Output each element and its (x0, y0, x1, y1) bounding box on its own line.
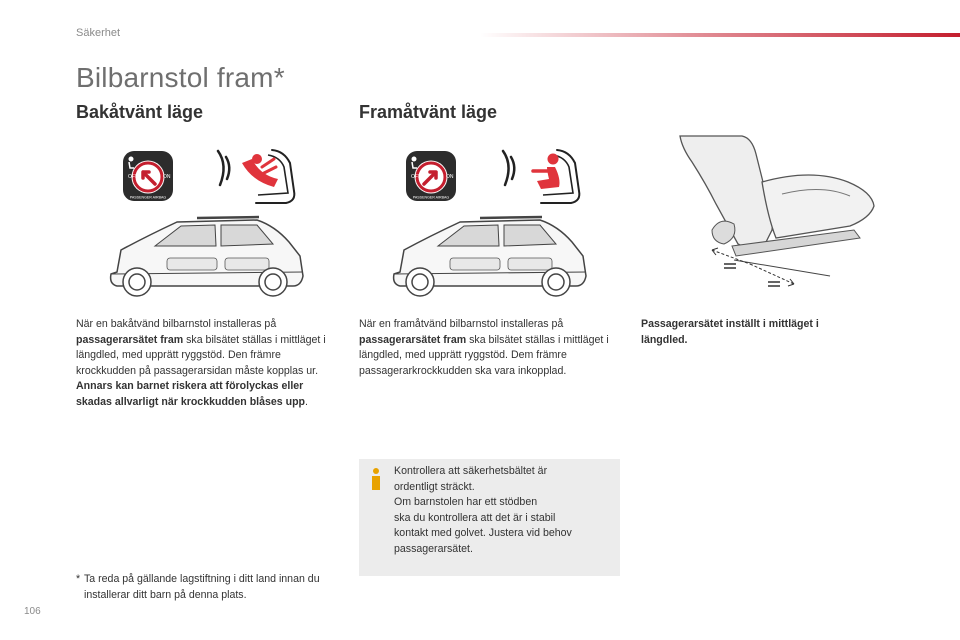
forward-facing-heading: Framåtvänt läge (359, 102, 498, 122)
forward-facing-instructions (359, 317, 619, 379)
rear-facing-child-seat-icon (212, 145, 302, 207)
info-line: ordentligt sträckt. (394, 480, 475, 493)
info-line: kontakt med golvet. Justera vid behov (394, 527, 572, 540)
info-text (394, 464, 614, 558)
car-illustration-middle (380, 212, 595, 304)
text-segment: ska bilsätet ställas i mittläget i längdled, med upprätt ryggstöd. Den främre krockkudden på passagerarsidan måste kopplas ur. (76, 333, 326, 377)
info-icon (369, 467, 383, 491)
text-emphasis: passagerarsätet fram (359, 333, 467, 346)
airbag-text: PASSENGER AIRBAG (412, 195, 450, 200)
airbag-on-label: ON (446, 174, 454, 180)
airbag-off-icon (122, 150, 174, 202)
car-illustration-left (97, 212, 312, 304)
footnote-text: Ta reda på gällande lagstiftning i ditt land innan du installerar ditt barn på denna plats. (84, 573, 320, 601)
section-label: Säkerhet (76, 27, 121, 39)
page-number: 106 (24, 606, 41, 617)
text-emphasis: passagerarsätet fram (76, 333, 184, 346)
info-line: Om barnstolen har ett stödben (394, 496, 538, 509)
airbag-text: PASSENGER AIRBAG (129, 195, 167, 200)
text-emphasis: Annars kan barnet riskera att förolyckas eller skadas allvarligt när krockkudden blåses upp (76, 380, 306, 408)
info-box (359, 459, 620, 576)
airbag-on-icon (405, 150, 457, 202)
header-accent-line (480, 33, 960, 37)
rear-facing-heading: Bakåtvänt läge (76, 102, 204, 122)
text-segment: När en framåtvänd bilbarnstol installeras på (359, 318, 564, 330)
seat-position-caption: Passagerarsätet inställt i mittläget i längdled. (641, 318, 819, 346)
text-segment: När en bakåtvänd bilbarnstol installeras på (76, 318, 277, 330)
footnote-marker: * (76, 573, 81, 585)
airbag-off-label: OFF (128, 174, 138, 180)
footnote (76, 572, 336, 603)
forward-facing-child-seat-icon (497, 145, 587, 207)
text-segment: ska bilsätet ställas i mittläget i längdled, med upprätt ryggstöd. Dem främre passagerarkrockkudden ska vara inkopplad. (359, 333, 609, 377)
rear-facing-instructions (76, 317, 336, 411)
airbag-off-label: OFF (411, 174, 421, 180)
info-line: passagerarsätet. (394, 542, 473, 555)
passenger-seat-illustration (672, 134, 882, 294)
text-segment: . (305, 395, 308, 408)
airbag-on-label: ON (163, 174, 171, 180)
info-line: ska du kontrollera att det är i stabil (394, 511, 556, 524)
page-title: Bilbarnstol fram* (76, 62, 285, 93)
info-line: Kontrollera att säkerhetsbältet är (394, 465, 548, 477)
